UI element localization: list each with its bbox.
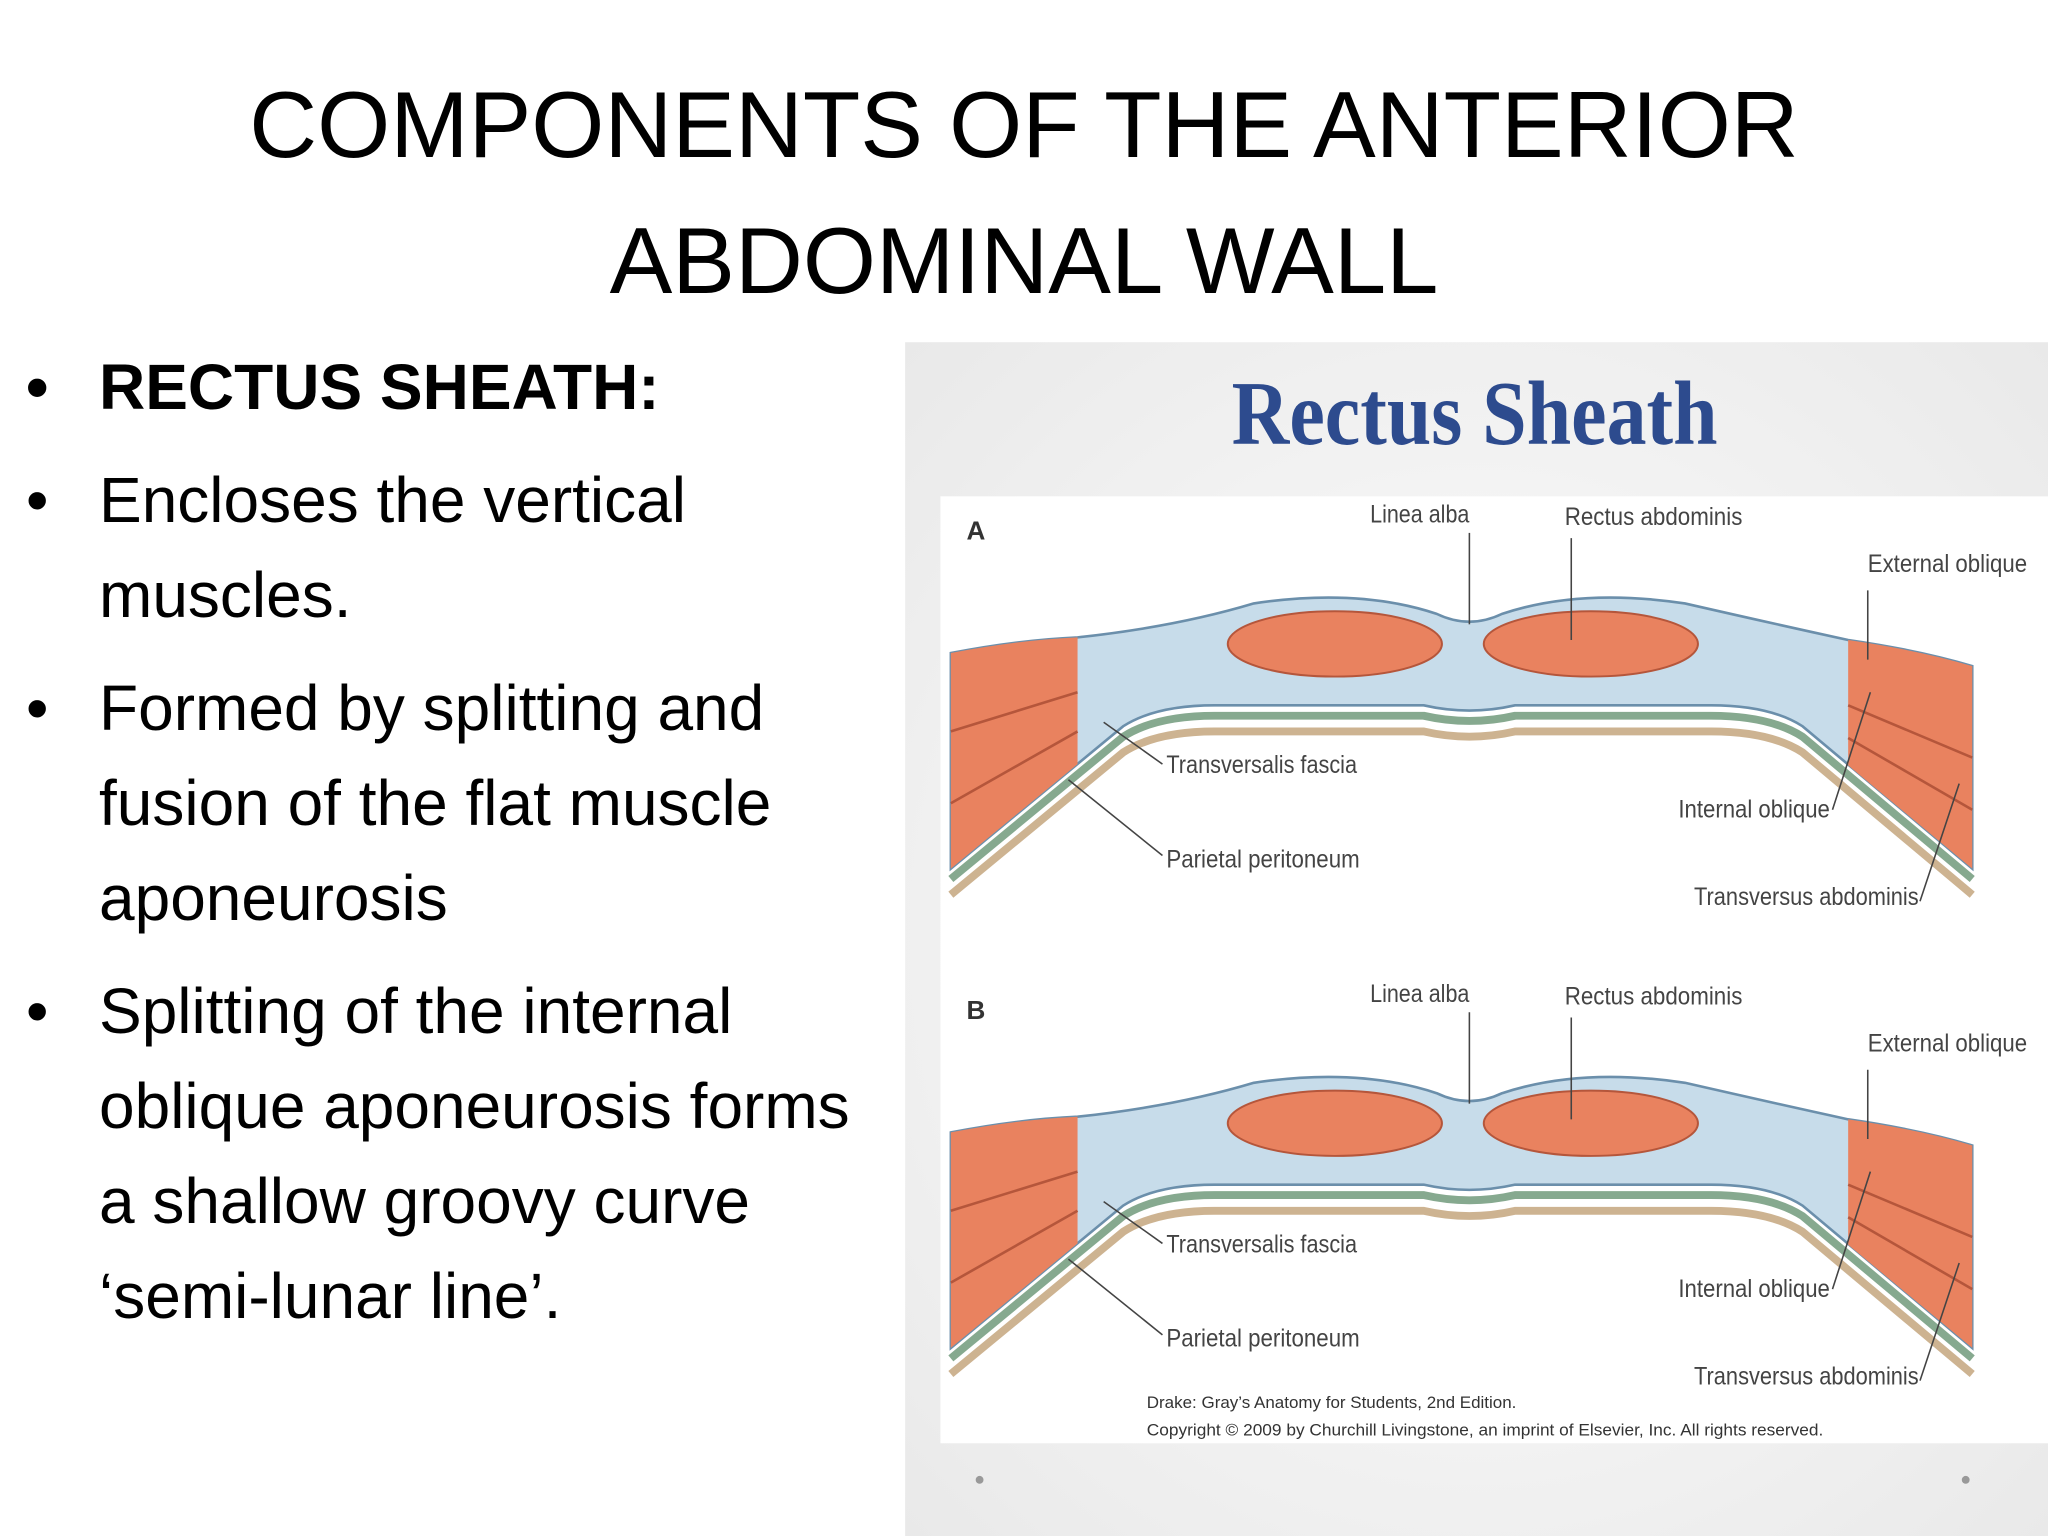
- label-transversalis-fascia: Transversalis fascia: [1166, 1231, 1358, 1259]
- decor-dot-right: [1962, 1476, 1970, 1484]
- bullet-splitting: • Splitting of the internal oblique aponeurosis forms a shallow groovy curve ‘semi-lunar line’.: [0, 964, 900, 1344]
- credit-line-1: Drake: Gray’s Anatomy for Students, 2nd Edition.: [1146, 1393, 1517, 1412]
- panel-letter: B: [966, 994, 986, 1025]
- decor-dot-left: [976, 1476, 984, 1484]
- label-transversus-abdominis: Transversus abdominis: [1694, 1363, 1919, 1391]
- rectus-abdominis-left: [1228, 611, 1442, 676]
- label-transversalis-fascia: Transversalis fascia: [1166, 752, 1358, 780]
- label-linea-alba: Linea alba: [1370, 501, 1470, 529]
- label-internal-oblique: Internal oblique: [1678, 1275, 1830, 1303]
- slide-title-line-1: COMPONENTS OF THE ANTERIOR: [249, 72, 1799, 177]
- label-transversus-abdominis: Transversus abdominis: [1694, 884, 1919, 912]
- label-parietal-peritoneum: Parietal peritoneum: [1166, 846, 1360, 874]
- bullet-rectus-sheath: • RECTUS SHEATH:: [0, 340, 900, 435]
- rectus-abdominis-right: [1484, 611, 1698, 676]
- label-parietal-peritoneum: Parietal peritoneum: [1166, 1325, 1360, 1353]
- label-external-oblique: External oblique: [1867, 551, 2028, 579]
- rectus-abdominis-right: [1484, 1091, 1698, 1156]
- label-external-oblique: External oblique: [1867, 1030, 2028, 1058]
- bullet-formed-by: • Formed by splitting and fusion of the flat muscle aponeurosis: [0, 661, 900, 946]
- rectus-abdominis-left: [1228, 1091, 1442, 1156]
- bullet-encloses: • Encloses the vertical muscles.: [0, 453, 900, 643]
- panel-letter: A: [966, 515, 986, 546]
- figure-title: Rectus Sheath: [1231, 363, 1718, 465]
- label-rectus-abdominis: Rectus abdominis: [1564, 983, 1743, 1011]
- label-linea-alba: Linea alba: [1370, 980, 1470, 1008]
- credit-line-2: Copyright © 2009 by Churchill Livingstone, an imprint of Elsevier, Inc. All rights reserved.: [1146, 1420, 1824, 1440]
- label-rectus-abdominis: Rectus abdominis: [1564, 504, 1743, 532]
- slide-title-line-2: ABDOMINAL WALL: [609, 208, 1439, 313]
- label-internal-oblique: Internal oblique: [1678, 796, 1830, 824]
